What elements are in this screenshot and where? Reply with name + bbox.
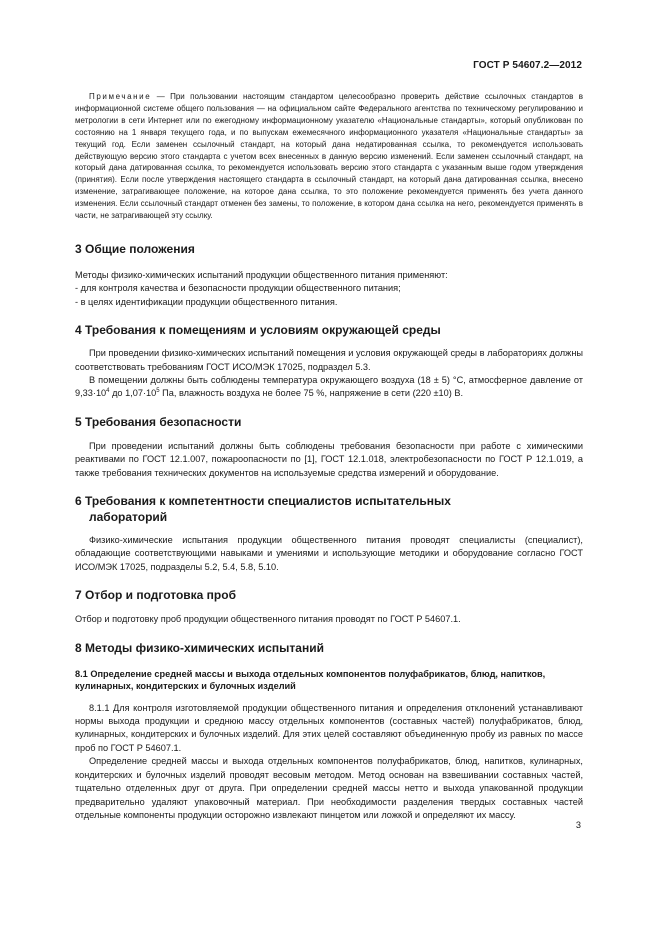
subsection-8-1-heading: 8.1 Определение средней массы и выхода отдельных компонентов полуфабрикатов, блюд, напитков, кулинарных, кондитерских и булочных изделий <box>75 668 546 692</box>
section-6-heading-line-1: 6 Требования к компетентности специалистов испытательных <box>75 494 451 509</box>
exponent-1: 4 <box>106 388 110 395</box>
note-text: — При пользовании настоящим стандартом целесообразно проверить действие ссылочных стандартов в информационной системе общего пользования — на официальном сайте Федерального агентства по техническому регулированию и метрологии в сети Интернет или по ежегодному информационному указателю «Национальные стандарты», который опубликован по состоянию на 1 января текущего года, и по выпускам ежемесячного информационного указателя «Национальные стандарты» за текущий год. Если заменен ссылочный стандарт, на который дана недатированная ссылка, то рекомендуется использовать действующую версию этого стандарта с учетом всех внесенных в данную версию изменений. Если заменен ссылочный стандарт, на который дана датированная ссылка, то рекомендуется использовать версию этого стандарта с указанным выше годом утверждения (принятия). Если после утверждения настоящего стандарта в ссылочный стандарт, на который дана датированная ссылка, внесено изменение, затрагивающее положение, на которое дана ссылка, то это положение рекомендуется применять без учета данного изменения. Если ссылочный стандарт отменен без замены, то положение, в котором дана ссылка на него, рекомендуется применять в части, не затрагивающей эту ссылку. <box>75 92 583 221</box>
section-3-line-3: - в целях идентификации продукции общественного питания. <box>75 296 338 307</box>
note-label: Примечание <box>89 92 152 101</box>
section-5-heading: 5 Требования безопасности <box>75 414 242 429</box>
section-8-heading: 8 Методы физико-химических испытаний <box>75 640 324 655</box>
section-7-heading: 7 Отбор и подготовка проб <box>75 588 237 603</box>
exponent-2: 5 <box>156 388 160 395</box>
subsection-8-1-body <box>75 702 583 823</box>
section-3-heading: 3 Общие положения <box>75 241 195 256</box>
subsection-8-1-paragraph-1: 8.1.1 Для контроля изготовляемой продукции общественного питания и определения отклонений устанавливают нормы выхода продукции и среднюю массу отдельных компонентов (составных частей) полуфабрикатов, блюд, кулинарных, кондитерских и булочных изделий. Для этих целей составляют объединенную пробу из равных по массе проб по ГОСТ Р 54607.1. <box>75 702 583 753</box>
section-4-heading: 4 Требования к помещениям и условиям окружающей среды <box>75 323 441 338</box>
section-4-p2-part-b: до 1,07·10 <box>109 388 157 399</box>
section-4-p2-part-a: В помещении должны быть соблюдены температура окружающего воздуха (18 ± 5) °С, атмосферное давление от 9,33·10 <box>75 375 583 399</box>
section-5-paragraph-1: При проведении испытаний должны быть соблюдены требования безопасности при работе с химическими реактивами по ГОСТ 12.1.007, пожароопасности по [1], ГОСТ 12.1.018, электробезопасности по ГОСТ Р 12.1.019, а также требования технических документов на используемые средства измерений и оборудование. <box>75 440 583 478</box>
section-4-paragraph-1: При проведении физико-химических испытаний помещения и условия окружающей среды в лабораториях должны соответствовать требованиям ГОСТ ИСО/МЭК 17025, подраздел 5.3. <box>75 348 583 372</box>
section-5-body <box>75 440 583 480</box>
document-number: ГОСТ Р 54607.2—2012 <box>473 60 582 71</box>
page-content <box>75 91 583 822</box>
section-4-p2-part-c: Па, влажность воздуха не более 75 %, напряжение в сети (220 ±10) В. <box>159 388 464 399</box>
section-4-paragraph-2 <box>75 374 583 401</box>
section-3-line-2: - для контроля качества и безопасности продукции общественного питания; <box>75 283 401 294</box>
section-3-line-1: Методы физико-химических испытаний продукции общественного питания применяют: <box>75 269 448 280</box>
section-6-heading-line-2: лабораторий <box>89 510 168 525</box>
section-6-paragraph-1: Физико-химические испытания продукции общественного питания проводят специалисты (специалист), обладающие соответствующими навыками и умениями и использующие методики и оборудование согласно ГОСТ ИСО/МЭК 17025, подразделы 5.2, 5.4, 5.8, 5.10. <box>75 535 583 572</box>
reference-note <box>75 91 583 222</box>
section-6-heading <box>75 493 583 525</box>
section-3-body <box>75 269 583 309</box>
section-7-body <box>75 613 583 626</box>
subsection-8-1-paragraph-2: Определение средней массы и выхода отдельных компонентов полуфабрикатов, блюд, напитков, кулинарных, кондитерских и булочных изделий проводят весовым методом. Метод основан на взвешивании составных частей, тщательно отделенных друг от друга. При определении средней массы нетто и выхода упакованной продукции предварительно удаляют упаковочный материал. При необходимости разделения твердых составных частей отдельные компоненты продукции осторожно извлекают пинцетом или ложкой и определяют их массу. <box>75 756 583 820</box>
section-7-paragraph-1: Отбор и подготовку проб продукции общественного питания проводят по ГОСТ Р 54607.1. <box>75 614 461 625</box>
page-number: 3 <box>575 820 581 830</box>
section-4-body <box>75 347 583 401</box>
section-6-body <box>75 534 583 574</box>
